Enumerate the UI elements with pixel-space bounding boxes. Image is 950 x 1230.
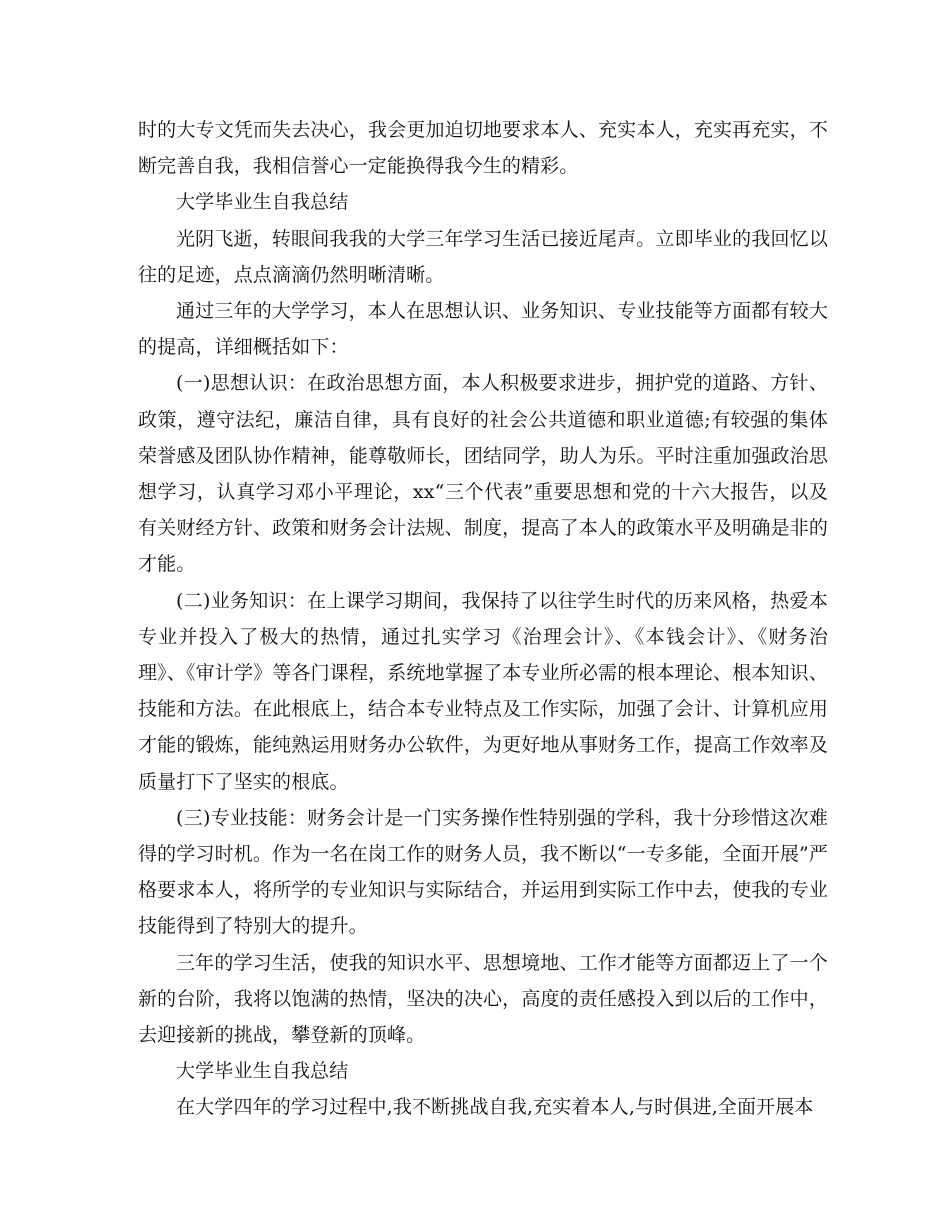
paragraph: 光阴飞逝，转眼间我我的大学三年学习生活已接近尾声。立即毕业的我回忆以往的足迹，点点滴滴仍然明晰清晰。 bbox=[138, 227, 828, 286]
paragraph-continuation: 时的大专文凭而失去决心，我会更加迫切地要求本人、充实本人，充实再充实，不断完善自我，我相信誉心一定能换得我今生的精彩。 bbox=[138, 119, 828, 178]
paragraph: 通过三年的大学学习，本人在思想认识、业务知识、专业技能等方面都有较大的提高，详细概括如下： bbox=[138, 300, 828, 359]
paragraph: 在大学四年的学习过程中,我不断挑战自我,充实着本人,与时俱进,全面开展本 bbox=[176, 1096, 814, 1119]
section-heading: 大学毕业生自我总结 bbox=[176, 191, 349, 214]
paragraph: (三)专业技能：财务会计是一门实务操作性特别强的学科，我十分珍惜这次难得的学习时机。作为一名在岗工作的财务人员，我不断以“一专多能，全面开展”严格要求本人，将所学的专业知识与实际结合，并运用到实际工作中去，使我的专业技能得到了特别大的提升。 bbox=[138, 806, 828, 938]
paragraph: (一)思想认识：在政治思想方面，本人积极要求进步，拥护党的道路、方针、政策，遵守法纪，廉洁自律，具有良好的社会公共道德和职业道德;有较强的集体荣誉感及团队协作精神，能尊敬师长，团结同学，助人为乐。平时注重加强政治思想学习，认真学习邓小平理论，xx“三个代表”重要思想和党的十六大报告，以及有关财经方针、政策和财务会计法规、制度，提高了本人的政策水平及明确是非的才能。 bbox=[138, 372, 828, 576]
paragraph: (二)业务知识：在上课学习期间，我保持了以往学生时代的历来风格，热爱本专业并投入了极大的热情，通过扎实学习《治理会计》、《本钱会计》、《财务治理》、《审计学》等各门课程，系统地掌握了本专业所必需的根本理论、根本知识、技能和方法。在此根底上，结合本专业特点及工作实际，加强了会计、计算机应用才能的锻炼，能纯熟运用财务办公软件，为更好地从事财务工作，提高工作效率及质量打下了坚实的根底。 bbox=[138, 589, 828, 793]
section-heading: 大学毕业生自我总结 bbox=[176, 1060, 349, 1083]
paragraph: 三年的学习生活，使我的知识水平、思想境地、工作才能等方面都迈上了一个新的台阶，我将以饱满的热情，坚决的决心，高度的责任感投入到以后的工作中，去迎接新的挑战，攀登新的顶峰。 bbox=[138, 951, 828, 1047]
document-body bbox=[138, 112, 828, 1126]
